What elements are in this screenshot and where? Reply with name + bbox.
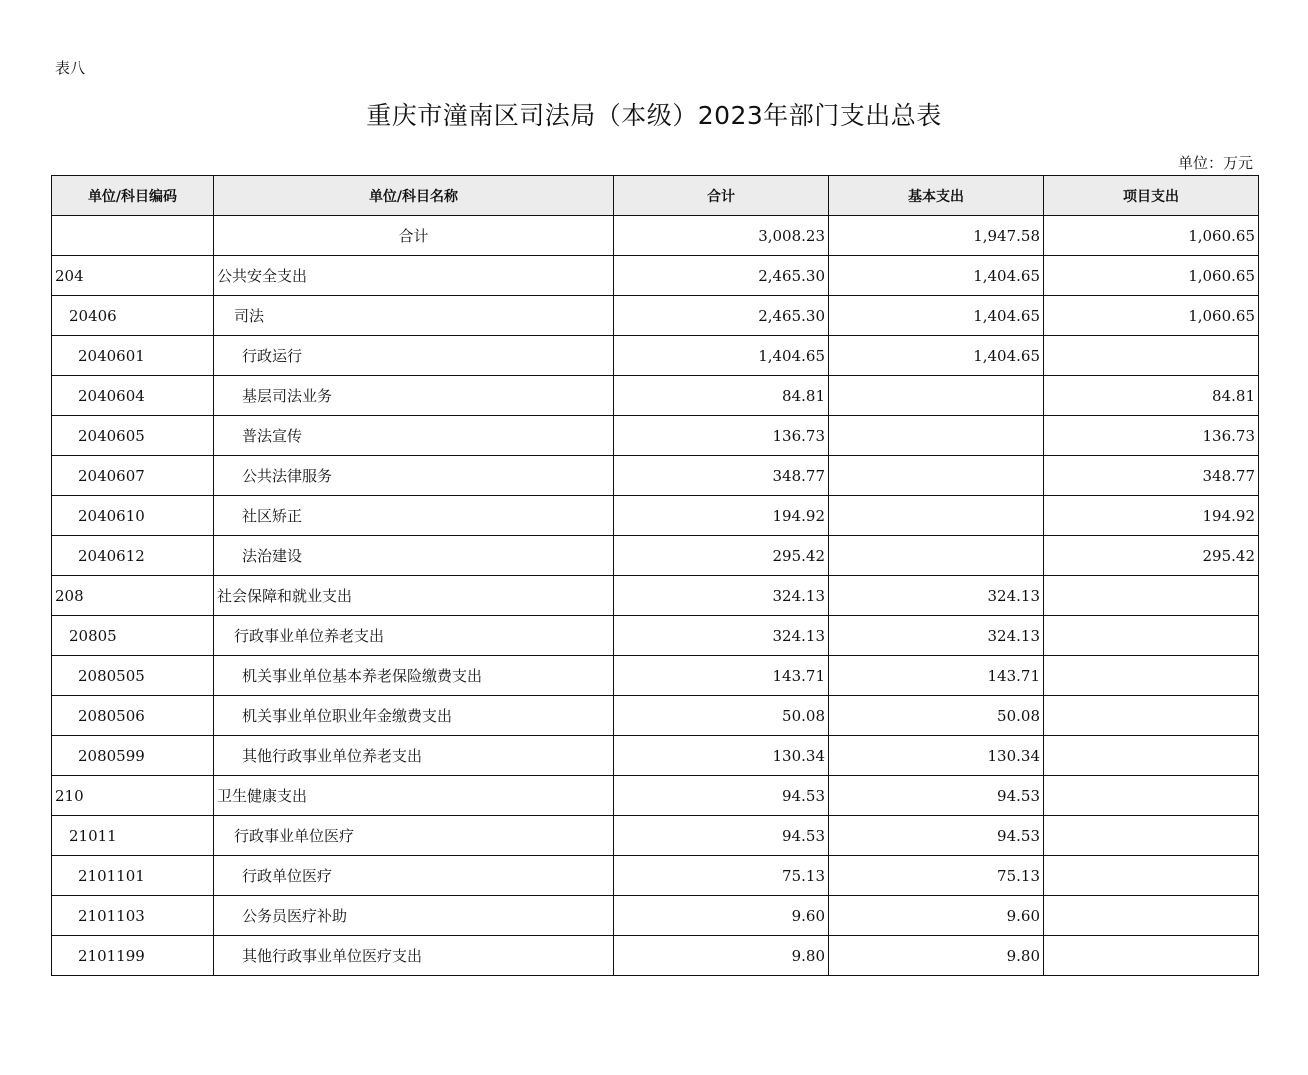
cell-name: 其他行政事业单位养老支出 — [214, 736, 614, 776]
cell-total: 9.80 — [614, 936, 829, 976]
cell-name: 公务员医疗补助 — [214, 896, 614, 936]
cell-project — [1044, 776, 1259, 816]
cell-code: 2101101 — [52, 856, 214, 896]
table-row — [52, 576, 1259, 616]
cell-project: 1,060.65 — [1044, 256, 1259, 296]
cell-name: 行政事业单位养老支出 — [214, 616, 614, 656]
cell-project — [1044, 856, 1259, 896]
cell-name: 行政运行 — [214, 336, 614, 376]
column-header-basic: 基本支出 — [829, 176, 1044, 216]
cell-basic — [829, 536, 1044, 576]
cell-project — [1044, 336, 1259, 376]
cell-code: 2080599 — [52, 736, 214, 776]
cell-name: 社区矫正 — [214, 496, 614, 536]
cell-project: 194.92 — [1044, 496, 1259, 536]
table-header-row — [52, 176, 1259, 216]
table-row — [52, 256, 1259, 296]
document-label: 表八 — [55, 59, 86, 77]
cell-basic: 9.80 — [829, 936, 1044, 976]
cell-basic: 324.13 — [829, 616, 1044, 656]
cell-basic: 50.08 — [829, 696, 1044, 736]
cell-project — [1044, 576, 1259, 616]
cell-total: 295.42 — [614, 536, 829, 576]
cell-total: 348.77 — [614, 456, 829, 496]
cell-project: 295.42 — [1044, 536, 1259, 576]
cell-total: 94.53 — [614, 776, 829, 816]
cell-basic: 1,404.65 — [829, 256, 1044, 296]
table-row — [52, 816, 1259, 856]
cell-name: 公共法律服务 — [214, 456, 614, 496]
table-row — [52, 536, 1259, 576]
cell-basic: 1,404.65 — [829, 336, 1044, 376]
table-row — [52, 936, 1259, 976]
table-row — [52, 336, 1259, 376]
cell-name: 法治建设 — [214, 536, 614, 576]
cell-project — [1044, 896, 1259, 936]
table-row — [52, 296, 1259, 336]
cell-project: 1,060.65 — [1044, 296, 1259, 336]
cell-basic: 75.13 — [829, 856, 1044, 896]
cell-code: 208 — [52, 576, 214, 616]
cell-total: 136.73 — [614, 416, 829, 456]
cell-name: 卫生健康支出 — [214, 776, 614, 816]
cell-total: 94.53 — [614, 816, 829, 856]
table-row — [52, 376, 1259, 416]
cell-name: 社会保障和就业支出 — [214, 576, 614, 616]
cell-total: 2,465.30 — [614, 296, 829, 336]
cell-code: 2040607 — [52, 456, 214, 496]
cell-project — [1044, 696, 1259, 736]
cell-basic — [829, 496, 1044, 536]
cell-project — [1044, 816, 1259, 856]
cell-total: 324.13 — [614, 576, 829, 616]
cell-total: 84.81 — [614, 376, 829, 416]
cell-total: 1,404.65 — [614, 336, 829, 376]
cell-basic — [829, 416, 1044, 456]
cell-total: 75.13 — [614, 856, 829, 896]
cell-code: 2080506 — [52, 696, 214, 736]
cell-code: 20406 — [52, 296, 214, 336]
table-row — [52, 896, 1259, 936]
cell-name: 机关事业单位基本养老保险缴费支出 — [214, 656, 614, 696]
table-row — [52, 496, 1259, 536]
cell-code: 2080505 — [52, 656, 214, 696]
table-row — [52, 456, 1259, 496]
cell-code: 2040605 — [52, 416, 214, 456]
cell-total: 50.08 — [614, 696, 829, 736]
cell-name: 基层司法业务 — [214, 376, 614, 416]
cell-basic: 143.71 — [829, 656, 1044, 696]
cell-project: 84.81 — [1044, 376, 1259, 416]
cell-total: 3,008.23 — [614, 216, 829, 256]
table-row — [52, 616, 1259, 656]
page-title: 重庆市潼南区司法局（本级）2023年部门支出总表 — [366, 101, 942, 130]
cell-name: 其他行政事业单位医疗支出 — [214, 936, 614, 976]
cell-basic: 1,947.58 — [829, 216, 1044, 256]
cell-name: 普法宣传 — [214, 416, 614, 456]
table-row — [52, 856, 1259, 896]
cell-code: 204 — [52, 256, 214, 296]
cell-basic: 9.60 — [829, 896, 1044, 936]
unit-label: 单位：万元 — [1177, 154, 1253, 172]
cell-project — [1044, 736, 1259, 776]
cell-project — [1044, 616, 1259, 656]
cell-total: 324.13 — [614, 616, 829, 656]
cell-basic — [829, 456, 1044, 496]
cell-project — [1044, 656, 1259, 696]
cell-code: 2040601 — [52, 336, 214, 376]
table-row — [52, 776, 1259, 816]
cell-name: 行政单位医疗 — [214, 856, 614, 896]
column-header-name: 单位/科目名称 — [214, 176, 614, 216]
cell-code: 2101103 — [52, 896, 214, 936]
cell-project — [1044, 936, 1259, 976]
cell-name: 公共安全支出 — [214, 256, 614, 296]
table-row — [52, 416, 1259, 456]
cell-basic: 130.34 — [829, 736, 1044, 776]
expenditure-table — [51, 175, 1259, 976]
cell-code: 2040610 — [52, 496, 214, 536]
column-header-code: 单位/科目编码 — [52, 176, 214, 216]
cell-project: 348.77 — [1044, 456, 1259, 496]
cell-basic: 94.53 — [829, 816, 1044, 856]
cell-code: 2040604 — [52, 376, 214, 416]
column-header-total: 合计 — [614, 176, 829, 216]
table-row — [52, 656, 1259, 696]
cell-total: 2,465.30 — [614, 256, 829, 296]
cell-project: 1,060.65 — [1044, 216, 1259, 256]
column-header-project: 项目支出 — [1044, 176, 1259, 216]
cell-basic — [829, 376, 1044, 416]
cell-basic: 324.13 — [829, 576, 1044, 616]
cell-code: 21011 — [52, 816, 214, 856]
cell-project: 136.73 — [1044, 416, 1259, 456]
cell-name: 合计 — [214, 216, 614, 256]
cell-code: 20805 — [52, 616, 214, 656]
cell-total: 194.92 — [614, 496, 829, 536]
table-row — [52, 696, 1259, 736]
cell-total: 130.34 — [614, 736, 829, 776]
cell-name: 机关事业单位职业年金缴费支出 — [214, 696, 614, 736]
cell-total: 143.71 — [614, 656, 829, 696]
table-row — [52, 216, 1259, 256]
cell-name: 行政事业单位医疗 — [214, 816, 614, 856]
table-row — [52, 736, 1259, 776]
cell-basic: 94.53 — [829, 776, 1044, 816]
cell-name: 司法 — [214, 296, 614, 336]
cell-code — [52, 216, 214, 256]
cell-code: 2040612 — [52, 536, 214, 576]
cell-code: 210 — [52, 776, 214, 816]
cell-code: 2101199 — [52, 936, 214, 976]
cell-basic: 1,404.65 — [829, 296, 1044, 336]
cell-total: 9.60 — [614, 896, 829, 936]
